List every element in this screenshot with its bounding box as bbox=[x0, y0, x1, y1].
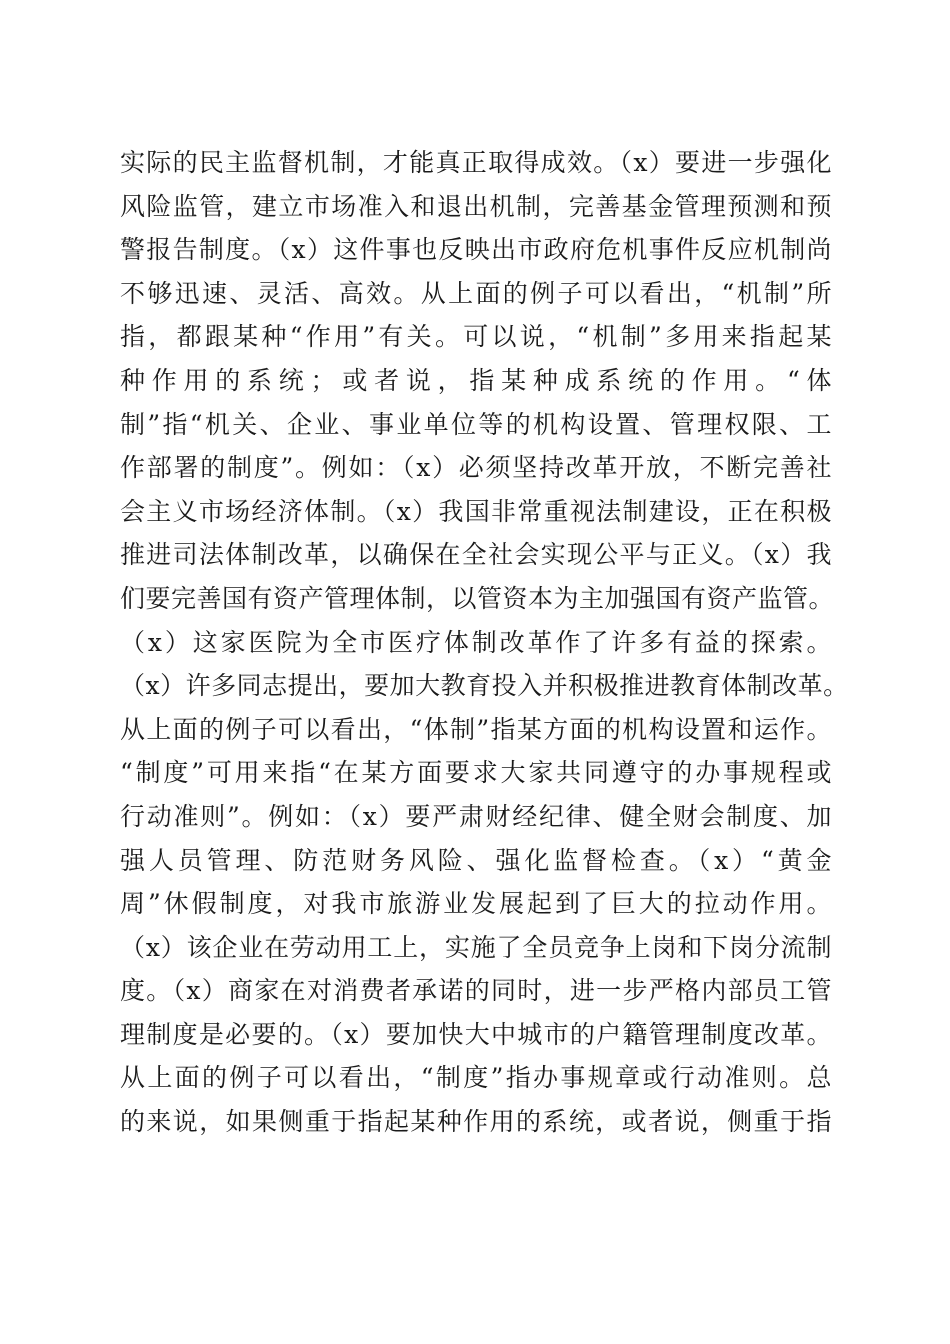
text-line: 风险监管，建立市场准入和退出机制，完善基金管理预测和预 bbox=[120, 191, 832, 221]
text-line: 实际的民主监督机制，才能真正取得成效。（x）要进一步强化 bbox=[120, 148, 832, 177]
text-line: （x）许多同志提出，要加大教育投入并积极推进教育体制改革。 bbox=[120, 671, 849, 701]
text-line: 从上面的例子可以看出，“体制”指某方面的机构设置和运作。 bbox=[120, 714, 832, 744]
text-line: 行动准则”。例如：（x）要严肃财经纪律、健全财会制度、加 bbox=[120, 801, 832, 831]
text-line: 制”指“机关、企业、事业单位等的机构设置、管理权限、工 bbox=[120, 409, 832, 439]
text-line: 种作用的系统；或者说，指某种成系统的作用。“体 bbox=[120, 365, 832, 395]
text-line: 警报告制度。（x）这件事也反映出市政府危机事件反应机制尚 bbox=[120, 235, 832, 265]
text-line: （x）该企业在劳动用工上，实施了全员竞争上岗和下岗分流制 bbox=[120, 932, 832, 962]
text-line: 会主义市场经济体制。（x）我国非常重视法制建设，正在积极 bbox=[120, 496, 832, 526]
body-text bbox=[120, 141, 849, 1144]
text-line: “制度”可用来指“在某方面要求大家共同遵守的办事规程或 bbox=[120, 758, 832, 788]
text-line: （x）这家医院为全市医疗体制改革作了许多有益的探索。 bbox=[120, 627, 832, 657]
text-line: 从上面的例子可以看出，“制度”指办事规章或行动准则。总 bbox=[120, 1063, 832, 1093]
text-line: 作部署的制度”。例如：（x）必须坚持改革开放，不断完善社 bbox=[120, 453, 832, 483]
text-line: 强人员管理、防范财务风险、强化监督检查。（x）“黄金 bbox=[120, 845, 832, 875]
text-line: 们要完善国有资产管理体制，以管资本为主加强国有资产监管。 bbox=[120, 583, 835, 613]
text-line: 指，都跟某种“作用”有关。可以说，“机制”多用来指起某 bbox=[120, 322, 832, 352]
text-line: 理制度是必要的。（x）要加快大中城市的户籍管理制度改革。 bbox=[120, 1019, 832, 1049]
text-line: 周”休假制度，对我市旅游业发展起到了巨大的拉动作用。 bbox=[120, 889, 832, 919]
text-line: 推进司法体制改革，以确保在全社会实现公平与正义。（x）我 bbox=[120, 540, 832, 570]
text-line: 度。（x）商家在对消费者承诺的同时，进一步严格内部员工管 bbox=[120, 976, 832, 1006]
text-line: 的来说，如果侧重于指起某种作用的系统，或者说，侧重于指 bbox=[120, 1107, 832, 1137]
text-line: 不够迅速、灵活、高效。从上面的例子可以看出，“机制”所 bbox=[120, 278, 832, 308]
